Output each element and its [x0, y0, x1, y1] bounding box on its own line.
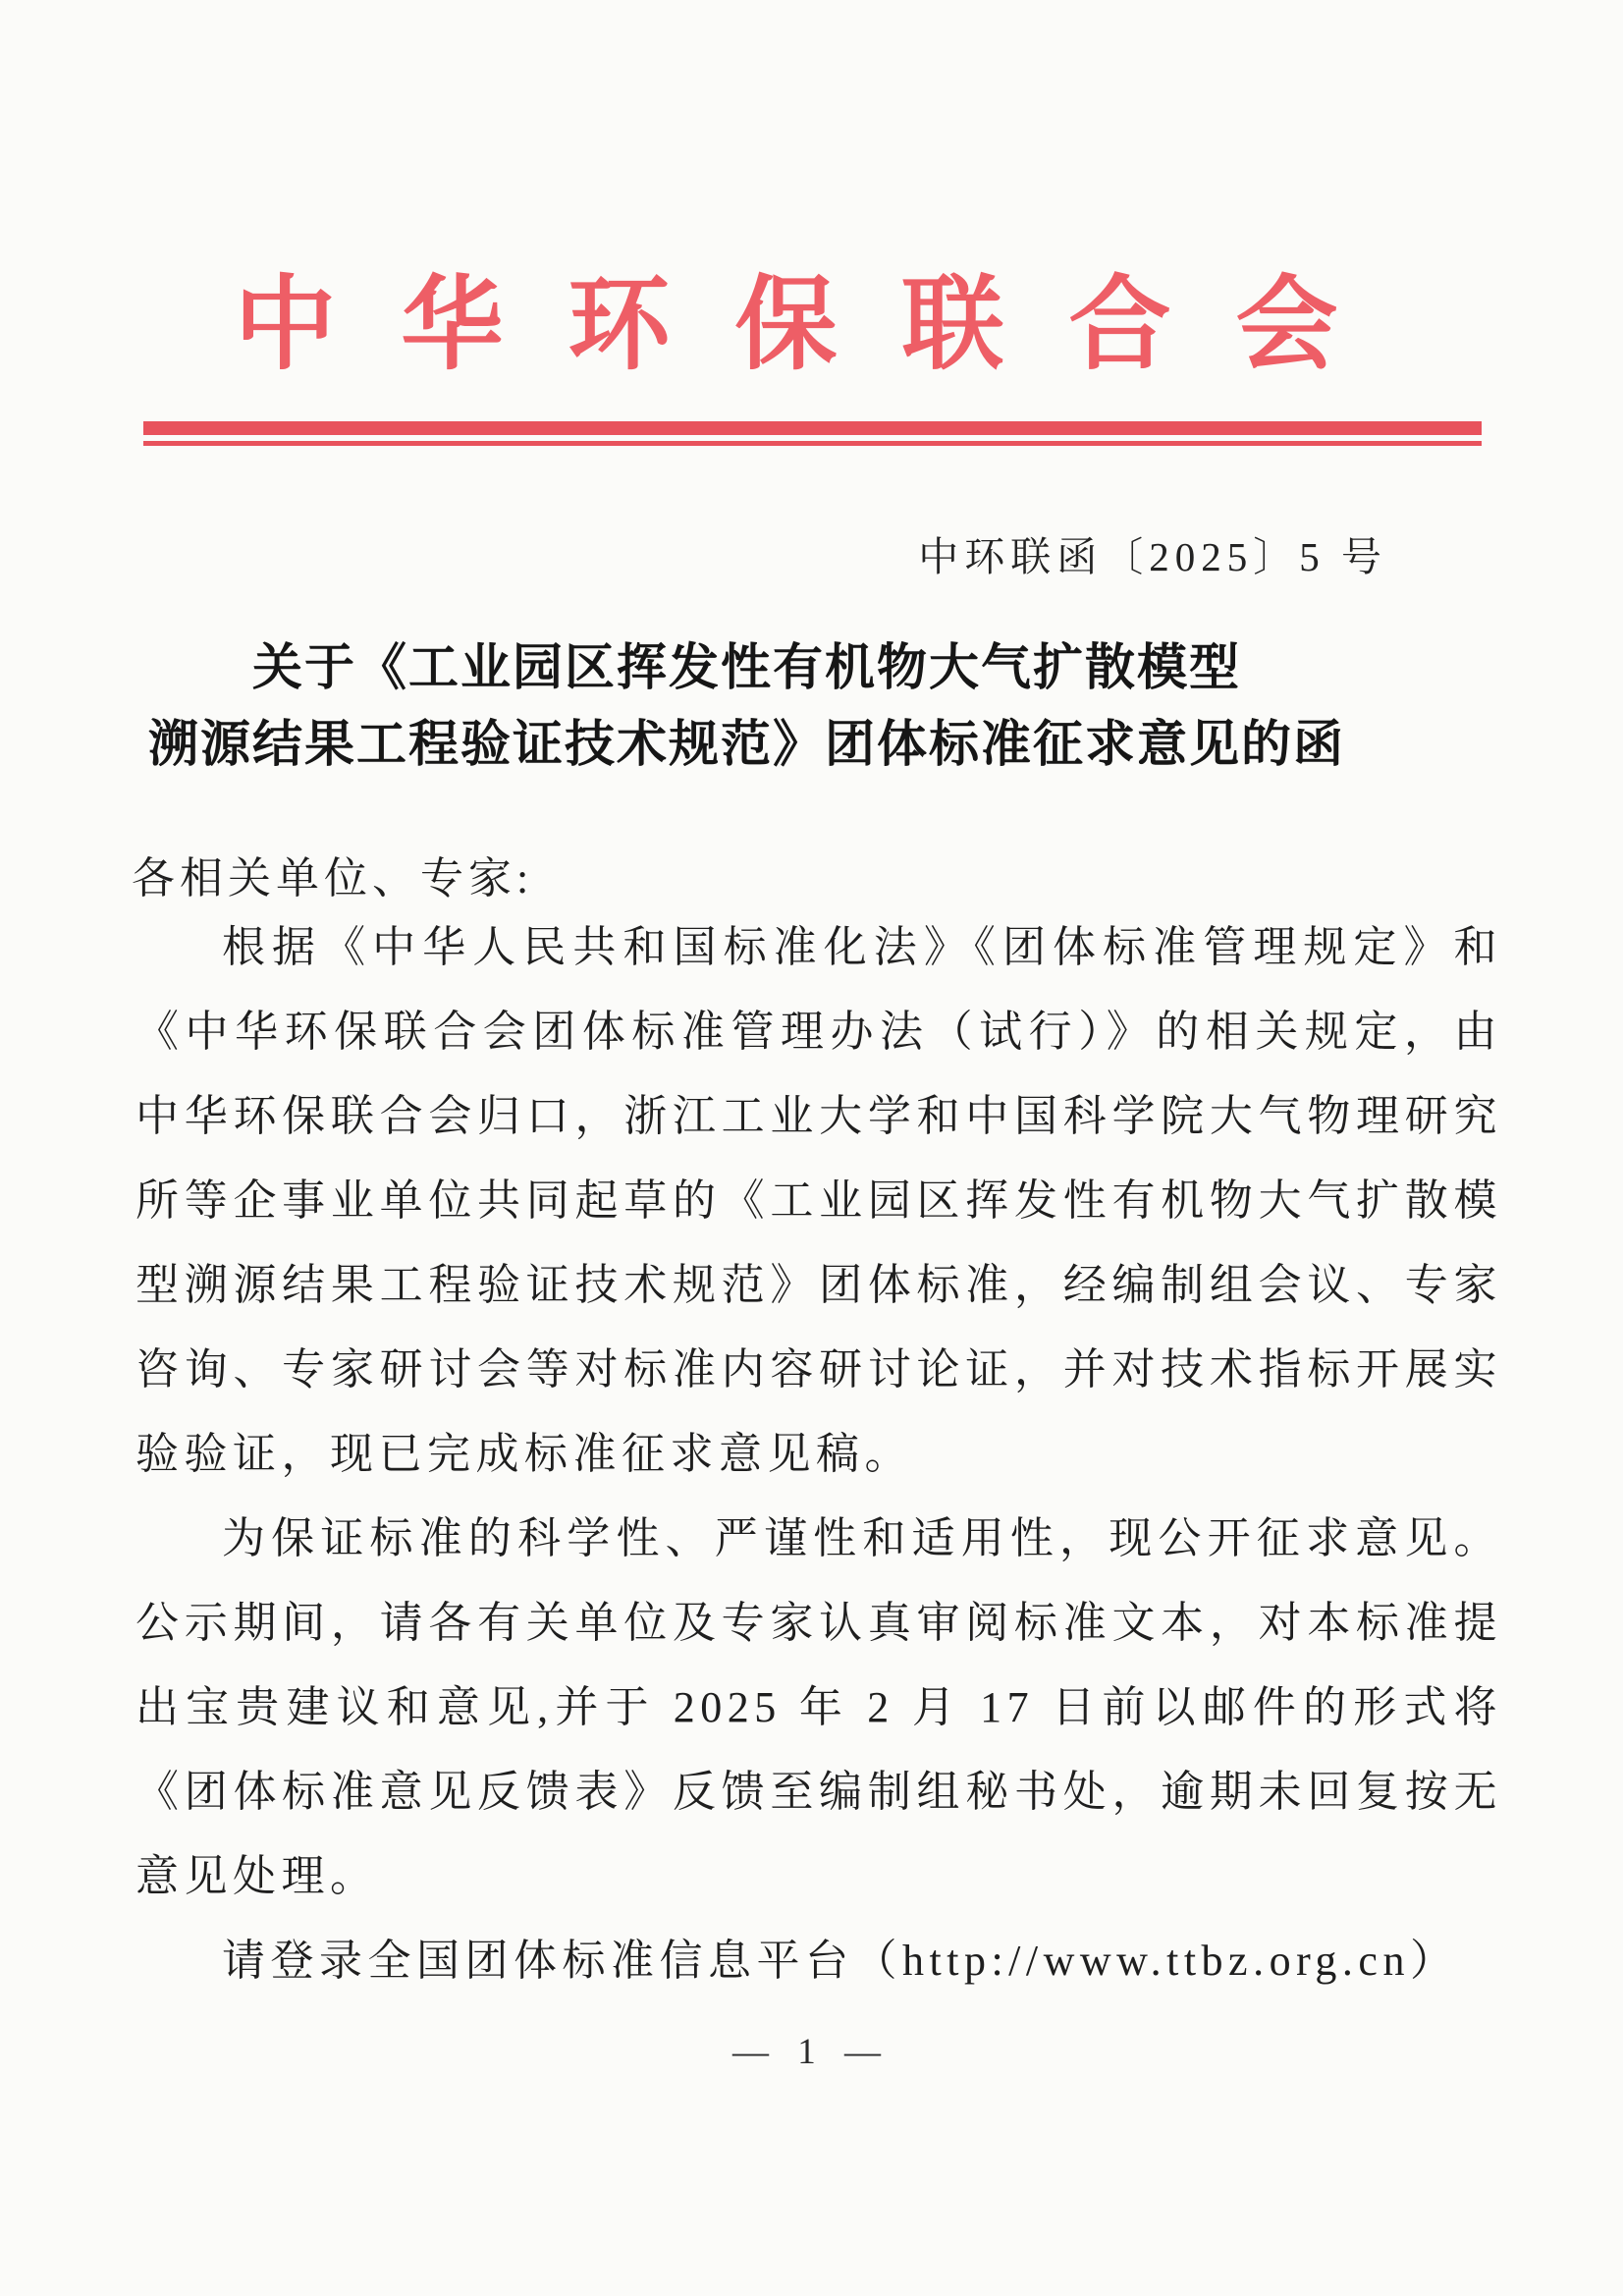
document-title-line-2: 溯源结果工程验证技术规范》团体标准征求意见的函 — [147, 718, 1345, 773]
paragraph-comment-request: 为保证标准的科学性、严谨性和适用性，现公开征求意见。公示期间，请各有关单位及专家认真审阅标准文本，对本标准提出宝贵建议和意见,并于 2025 年 2 月 17 日前以邮件的形式将《团体标准意见反馈表》反馈至编制组秘书处，逾期未回复按无意见处理。 — [135, 1514, 1502, 1900]
document-title — [0, 630, 1558, 784]
salutation: 各相关单位、专家: — [132, 854, 534, 902]
body-text — [135, 905, 1502, 2003]
document-title-line-1: 关于《工业园区挥发性有机物大气扩散模型 — [251, 641, 1241, 696]
org-letterhead-title: 中 华 环 保 联 合 会 — [234, 269, 1338, 382]
doc-reference-number: 中环联函〔2025〕5 号 — [918, 534, 1387, 579]
paragraph-background-drafting: 根据《中华人民共和国标准化法》《团体标准管理规定》和《中华环保联合会团体标准管理办法（试行）》的相关规定，由中华环保联合会归口，浙江工业大学和中国科学院大气物理研究所等企事业单位共同起草的《工业园区挥发性有机物大气扩散模型溯源结果工程验证技术规范》团体标准，经编制组会议、专家咨询、专家研讨会等对标准内容研讨论证，并对技术指标开展实验验证，现已完成标准征求意见稿。 — [135, 923, 1502, 1478]
red-rule-thick — [143, 421, 1482, 435]
paragraph-platform-url: 请登录全国团体标准信息平台（http://www.ttbz.org.cn） — [222, 1937, 1459, 1985]
red-rule-thin — [143, 441, 1482, 446]
page-number: — 1 — — [732, 2032, 891, 2072]
